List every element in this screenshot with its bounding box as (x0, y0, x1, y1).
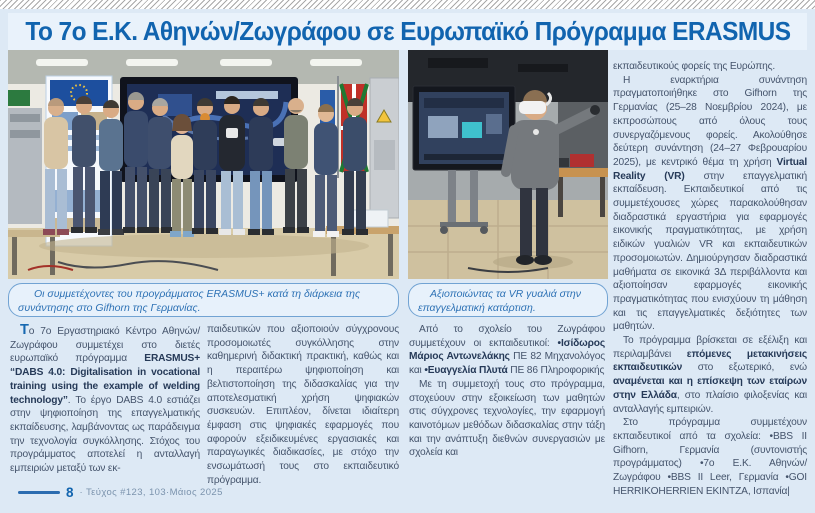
footer-rule (18, 491, 60, 494)
paragraph-progress: Το πρόγραμμα βρίσκεται σε εξέλιξη και περιλαμβάνει επόμενες μετακινήσεις εκπαιδευτικών στο εξωτερικό, ενώ αναμένεται και η επίσκεψη των εταίρων στην Ελλάδα, στο πλαίσιο φιλοξενίας και ανταλλαγής εμπειριών. (613, 335, 807, 415)
footer-page-number: 8 (66, 485, 74, 500)
paragraph-schools: Στο πρόγραμμα συμμετέχουν εκπαιδευτικοί από τα σχολεία: •BBS II Gifhorn, Γερμανία (συντονιστής προγράμματος) •7ο Ε.Κ. Αθηνών/Ζωγράφου •BBS II Leer, Γερμανία •GOI HERRIKOHERRIEN EKINTZA, Ισπανία| (613, 417, 807, 497)
paragraph-meetings: Η εναρκτήρια συνάντηση πραγματοποιήθηκε στο Gifhorn της Γερμανίας (25–28 Νοεμβρίου 2024), με εκπροσώπους από όλους τους συνεργαζόμενους φορείς. Ακολούθησε δεύτερη συνάντηση (24–27 Φεβρουαρίου 2025), με κεντρικό θέμα τη χρήση Virtual Reality (VR) στην επαγγελματική εκπαίδευση. Εκπαιδευτικοί από τις συμμετέχουσες χώρες παρακολούθησαν διαδραστικά εργαστήρια για εφαρμογές εικονικής πραγματικότητας, με χρήση ειδικών γυαλιών VR και εκπαιδευτικών προσομοιωτών. Δημιούργησαν διαδραστικά μαθήματα σε εικονικά 3Δ περιβάλλοντα και αξιοποίησαν εφαρμογές εικονικής πραγματικότητας που ενισχύουν τη μάθηση και τις επαγγελματικές δεξιότητες των μαθητών. (613, 74, 807, 333)
footer-issue-info: · Τεύχος #123, 103·Μάιος 2025 (79, 487, 223, 498)
drop-cap: Τ (20, 322, 29, 338)
page-title: Το 7ο Ε.Κ. Αθηνών/Ζωγράφου σε Ευρωπαϊκό Πρόγραμμα ERASMUS (24, 16, 791, 46)
page-footer (18, 485, 223, 500)
electrical-cabinet (370, 78, 399, 218)
vr-controller (590, 105, 600, 115)
paragraph-goals: Με τη συμμετοχή τους στο πρόγραμμα, στοχεύουν στην εξοικείωση των μαθητών στις σύγχρονες τεχνολογίες, την εφαρμογή καινοτόμων μεθόδων διδασκαλίας στην τάξη και την ανάπτυξη διεθνών συνεργασιών με σχολεία και (409, 378, 605, 459)
top-hatch-strip (0, 0, 815, 9)
photo-caption-group: Οι συμμετέχοντες του προγράμματος ERASMUS+ κατά τη διάρκεια της συνάντησης στο Gifhorn της Γερμανίας. (8, 283, 399, 317)
article-column-3 (409, 323, 605, 460)
paragraph-europe: εκπαιδευτικούς φορείς της Ευρώπης. (613, 61, 776, 72)
article-column-4 (613, 60, 807, 499)
paragraph-teachers: Από το σχολείο του Ζωγράφου συμμετέχουν οι εκπαιδευτικοί: •Ισίδωρος Μάριος Αντωνελάκης ΠΕ 82 Μηχανολόγος και •Ευαγγελία Πλυτά ΠΕ 86 Πληροφορικής (409, 324, 605, 377)
paragraph-continuation: παιδευτικών που αξιοποιούν σύγχρονους προσομοιωτές συγκόλλησης στην καθημερινή διδακτική πρακτική, καθώς και η περαιτέρω ψηφιοποίηση και βελτιστοποίηση της διδασκαλίας για την αποτελεσματική χρήση ψηφιακών συσκευών. Επιπλέον, δίνεται ιδιαίτερη έμφαση στις ψηφιακές εφαρμογές που αφορούν εξειδικευμένες εργασιακές και παραγωγικές διαδικασίες, με στόχο την ενσωμάτωσή τους στο εκπαιδευτικό πρόγραμμα. (207, 324, 399, 486)
paragraph-text: ο 7ο Εργαστηριακό Κέντρο Αθηνών/Ζωγράφου συμμετέχει στο διετές ευρωπαϊκό πρόγραμμα ERASMUS+ “DABS 4.0: Digitalisation in vocational training using the example of welding technology”. Το έργο DABS 4.0 εστιάζει στην ψηφιοποίηση της επαγγελματικής εκπαίδευσης, λαμβάνοντας ως παράδειγμα την τεχνολογία συγκόλλησης. Στόχος του προγράμματος αποτελεί η ανταλλαγή εμπειριών μεταξύ των εκ- (10, 326, 200, 475)
article-title-band (8, 13, 807, 50)
photo-caption-vr: Αξιοποιώντας τα VR γυαλιά στην επαγγελματική κατάρτιση. (408, 283, 608, 317)
vr-headset (519, 101, 546, 114)
article-column-2 (207, 323, 399, 487)
photo-vr-training (408, 50, 608, 279)
paragraph-intro (10, 323, 200, 476)
article-column-1 (10, 323, 200, 476)
photo-erasmus-group (8, 50, 399, 279)
